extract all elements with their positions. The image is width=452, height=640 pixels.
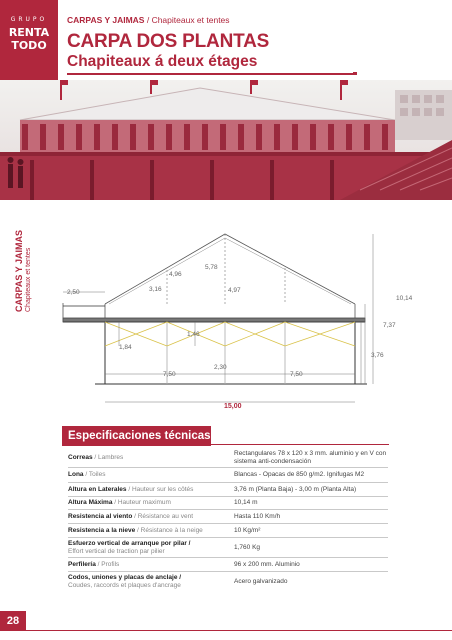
table-row <box>68 510 388 524</box>
table-row <box>68 524 388 538</box>
dim-5-78: 5,78 <box>205 264 218 271</box>
specs-title-rule <box>211 444 389 445</box>
footer-rule <box>26 630 452 631</box>
table-row <box>68 497 388 510</box>
spec-value: 1,760 Kg <box>234 543 261 551</box>
spec-key: Resistencia al viento <box>68 512 133 520</box>
dim-1-84: 1,84 <box>119 344 132 351</box>
spec-key-fr: / Toiles <box>85 471 106 478</box>
spec-key-fr: Effort vertical de traction par pilier <box>68 547 165 555</box>
spec-key-fr: / Résistance à la neige <box>137 526 203 534</box>
table-row <box>68 468 388 483</box>
table-row <box>68 448 388 468</box>
spec-value: 10,14 m <box>234 499 258 506</box>
spec-key: Correas <box>68 453 93 461</box>
logo-renta: RENTA <box>8 26 50 39</box>
title-underline-mark <box>353 72 357 75</box>
breadcrumb <box>67 15 230 25</box>
table-row <box>68 538 388 558</box>
spec-key: Altura en Laterales <box>68 485 127 493</box>
spec-key-fr: / Hauteur sur les côtés <box>128 485 194 493</box>
dim-4-97: 4,97 <box>228 287 241 294</box>
spec-key: Esfuerzo vertical de arranque por pilar / <box>68 539 191 547</box>
page-title: CARPA DOS PLANTAS <box>67 31 270 52</box>
specs-title: Especificaciones técnicas <box>68 430 211 442</box>
spec-key-fr: Coudes, raccords et plaques d'ancrage <box>68 582 181 589</box>
spec-value: Hasta 110 Km/h <box>234 512 281 520</box>
dim-7-50-left: 7,50 <box>163 371 176 378</box>
spec-value: Blancas - Opacas de 850 g/m2. Ignifugas M2 <box>234 471 365 478</box>
breadcrumb-main: CARPAS Y JAIMAS <box>67 15 145 25</box>
spec-value: Acero galvanizado <box>234 578 288 585</box>
page-number: 28 <box>0 611 26 631</box>
spec-key: Resistencia a la nieve <box>68 526 136 534</box>
brand-logo <box>0 0 58 80</box>
side-label-main: CARPAS Y JAIMAS <box>14 229 24 312</box>
spec-key-fr: / Hauteur maximum <box>114 499 171 506</box>
side-label-sub: Chapiteaux et tentes <box>25 247 32 312</box>
spec-key-fr: / Lambres <box>94 453 124 461</box>
spec-value: 3,76 m (Planta Baja) - 3,00 m (Planta Alta) <box>234 485 357 493</box>
spec-key: Codos, uniones y placas de anclaje / <box>68 574 182 581</box>
tent-photo-image <box>0 80 452 200</box>
table-row <box>68 558 388 572</box>
spec-key: Perfilería <box>68 560 96 568</box>
spec-value: Rectangulares 78 x 120 x 3 mm. aluminio y en V con sistema anti-condensación <box>234 449 387 465</box>
dim-2-30: 2,30 <box>214 364 227 371</box>
table-row <box>68 572 388 592</box>
spec-value: 96 x 200 mm. Aluminio <box>234 560 300 568</box>
elevation-svg <box>55 206 420 430</box>
dim-7-50-right: 7,50 <box>290 371 303 378</box>
tent-photo <box>0 80 452 200</box>
spec-key-fr: / Résistance au vent <box>134 512 194 520</box>
logo-grupo: GRUPO <box>10 16 48 23</box>
tent-elevation-drawing <box>55 206 420 430</box>
dim-2-50: 2,50 <box>67 289 80 296</box>
dim-15-00: 15,00 <box>224 403 242 410</box>
spec-key-fr: / Profils <box>97 560 120 568</box>
spec-key: Altura Máxima <box>68 499 113 506</box>
dim-4-96: 4,96 <box>169 271 182 278</box>
dim-3-76: 3,76 <box>371 352 384 359</box>
breadcrumb-sub: / Chapiteaux et tentes <box>146 15 230 25</box>
dim-10-14: 10,14 <box>396 295 413 302</box>
dim-1-46: 1,46 <box>187 331 200 338</box>
spec-key: Lona <box>68 471 84 478</box>
page-subtitle: Chapiteaux á deux étages <box>67 53 258 70</box>
dim-7-37: 7,37 <box>383 322 396 329</box>
spec-value: 10 Kg/m² <box>234 526 261 534</box>
title-underline <box>67 73 355 75</box>
dim-3-16: 3,16 <box>149 286 162 293</box>
specs-table <box>68 448 388 592</box>
side-section-label <box>14 230 32 312</box>
logo-todo: TODO <box>11 39 47 52</box>
table-row <box>68 483 388 497</box>
